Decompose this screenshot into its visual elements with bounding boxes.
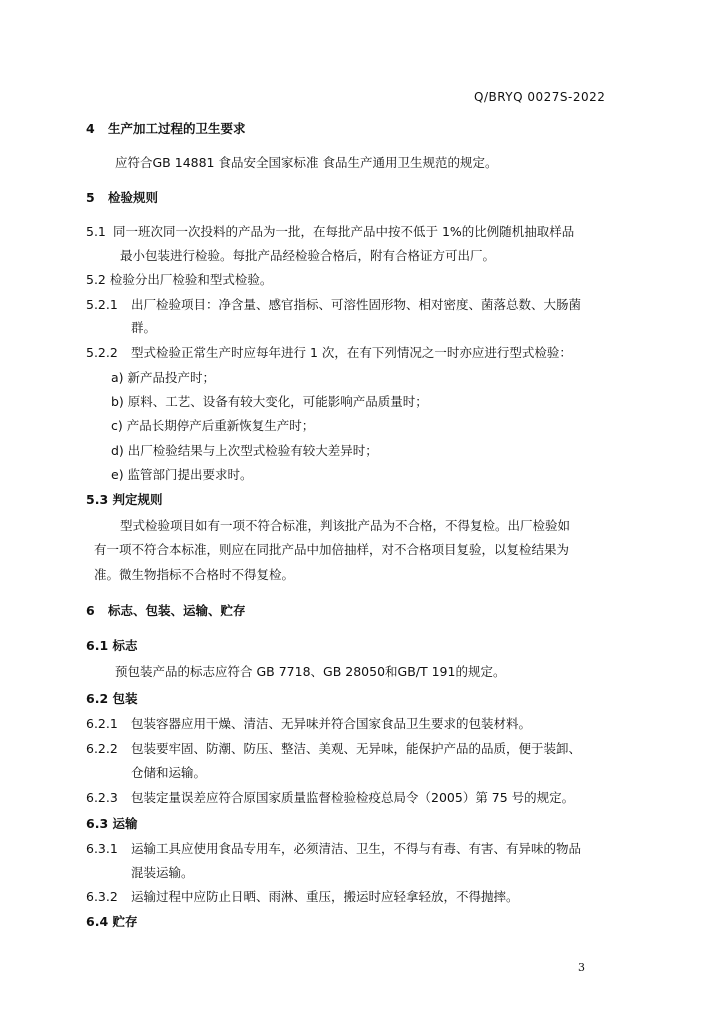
clause-6-2-2-number: 6.2.2	[86, 741, 118, 756]
section-4-title: 生产加工过程的卫生要求	[108, 121, 246, 136]
list-item-b: b) 原料、工艺、设备有较大变化，可能影响产品质量时；	[111, 394, 428, 409]
clause-6-2-title: 6.2 包装	[86, 691, 138, 706]
clause-6-2-2-line1: 包装要牢固、防潮、防压、整洁、美观、无异味，能保护产品的品质，便于装卸、	[131, 741, 582, 756]
clause-5-1-line2: 最小包装进行检验。每批产品经检验合格后，附有合格证方可出厂。	[120, 248, 496, 263]
section-5-title: 检验规则	[108, 190, 159, 205]
clause-5-2-2-number: 5.2.2	[86, 345, 118, 360]
section-6-title: 标志、包装、运输、贮存	[108, 603, 246, 618]
list-item-e: e) 监管部门提出要求时。	[111, 467, 253, 482]
section-4-number: 4	[86, 121, 95, 136]
clause-6-2-3-text: 包装定量误差应符合原国家质量监督检验检疫总局令（2005）第 75 号的规定。	[131, 790, 575, 805]
clause-6-2-2-line2: 仓储和运输。	[131, 765, 207, 780]
clause-5-3-line1: 型式检验项目如有一项不符合标准，判该批产品为不合格，不得复检。出厂检验如	[120, 518, 571, 533]
clause-5-2-1-line2: 群。	[131, 320, 157, 335]
clause-5-3-title: 5.3 判定规则	[86, 492, 163, 507]
section-6-number: 6	[86, 603, 95, 618]
clause-6-3-2-text: 运输过程中应防止日晒、雨淋、重压，搬运时应轻拿轻放，不得抛摔。	[131, 889, 519, 904]
clause-5-2-title: 5.2 检验分出厂检验和型式检验。	[86, 272, 273, 287]
page-number: 3	[578, 961, 585, 974]
clause-5-1-number: 5.1	[86, 224, 106, 239]
list-item-c: c) 产品长期停产后重新恢复生产时；	[111, 418, 315, 433]
clause-6-2-3-number: 6.2.3	[86, 790, 118, 805]
section-5-number: 5	[86, 190, 95, 205]
section-4-body: 应符合GB 14881 食品安全国家标准 食品生产通用卫生规范的规定。	[115, 155, 498, 170]
clause-6-3-2-number: 6.3.2	[86, 889, 118, 904]
clause-5-2-1-line1: 出厂检验项目：净含量、感官指标、可溶性固形物、相对密度、菌落总数、大肠菌	[131, 297, 582, 312]
clause-6-3-1-line1: 运输工具应使用食品专用车，必须清洁、卫生，不得与有毒、有害、有异味的物品	[131, 841, 582, 856]
clause-5-3-line2: 有一项不符合本标准，则应在同批产品中加倍抽样，对不合格项目复验，以复检结果为	[94, 542, 570, 557]
clause-5-3-line3: 准。微生物指标不合格时不得复检。	[94, 567, 295, 582]
clause-6-2-1-number: 6.2.1	[86, 716, 118, 731]
clause-6-1-body: 预包装产品的标志应符合 GB 7718、GB 28050和GB/T 191的规定。	[115, 664, 506, 679]
clause-6-3-title: 6.3 运输	[86, 816, 138, 831]
clause-6-1-title: 6.1 标志	[86, 638, 138, 653]
list-item-d: d) 出厂检验结果与上次型式检验有较大差异时；	[111, 443, 378, 458]
clause-5-2-1-number: 5.2.1	[86, 297, 118, 312]
clause-5-2-2-line1: 型式检验正常生产时应每年进行 1 次，在有下列情况之一时亦应进行型式检验：	[131, 345, 572, 360]
list-item-a: a) 新产品投产时；	[111, 370, 216, 385]
clause-6-3-1-number: 6.3.1	[86, 841, 118, 856]
clause-5-1-line1: 同一班次同一次投料的产品为一批，在每批产品中按不低于 1%的比例随机抽取样品	[113, 224, 575, 239]
clause-6-3-1-line2: 混装运输。	[131, 865, 194, 880]
clause-6-2-1-text: 包装容器应用干燥、清洁、无异味并符合国家食品卫生要求的包装材料。	[131, 716, 532, 731]
document-code: Q/BRYQ 0027S-2022	[474, 90, 606, 104]
clause-6-4-title: 6.4 贮存	[86, 914, 138, 929]
